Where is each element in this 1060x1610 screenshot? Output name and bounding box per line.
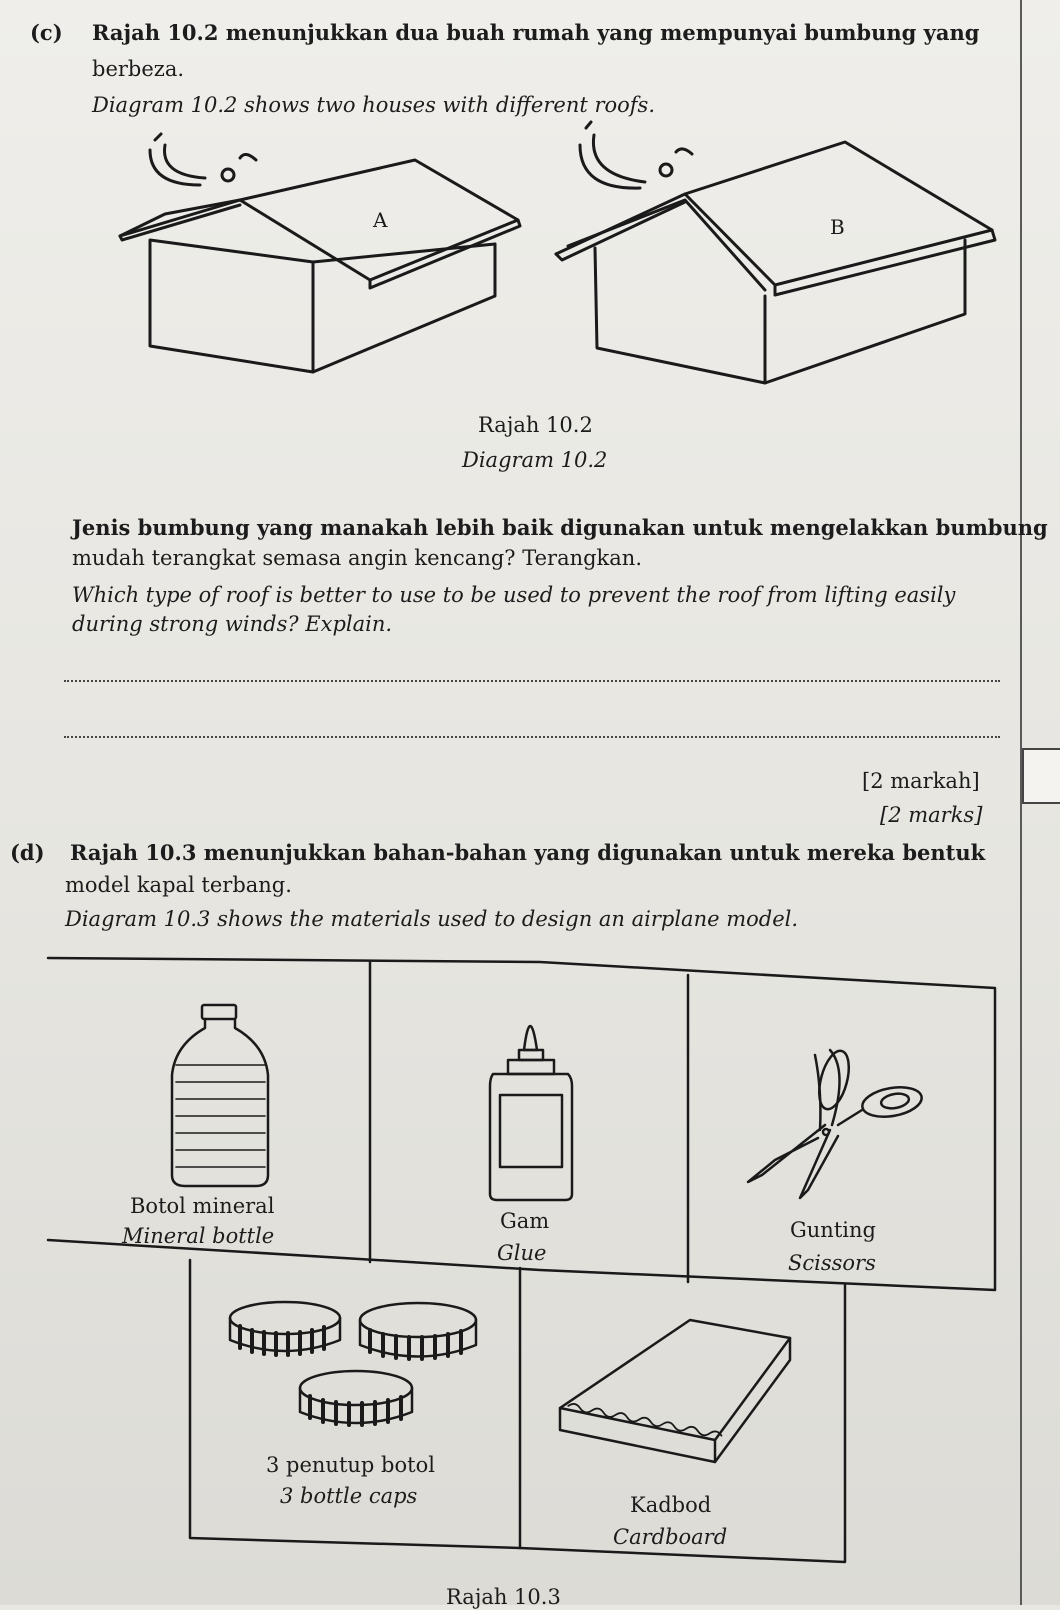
part-c-line1-ms: Rajah 10.2 menunjukkan dua buah rumah yang mempunyai bumbung yang <box>92 20 980 45</box>
scissors-icon <box>748 1048 924 1198</box>
part-c-line2-ms: berbeza. <box>92 57 185 81</box>
material-5-ms: Kadbod <box>630 1493 712 1517</box>
house-b-label: B <box>830 215 845 239</box>
part-d-line2-ms: model kapal terbang. <box>65 873 292 897</box>
part-d-line1-ms: Rajah 10.3 menunjukkan bahan-bahan yang digunakan untuk mereka bentuk <box>70 840 986 865</box>
cardboard-icon <box>560 1320 790 1462</box>
marks-en: [2 marks] <box>880 803 983 827</box>
house-a-label: A <box>373 208 388 232</box>
marks-ms: [2 markah] <box>862 769 980 793</box>
part-d-line-en: Diagram 10.3 shows the materials used to design an airplane model. <box>65 907 799 931</box>
question-ms-line1: Jenis bumbung yang manakah lebih baik digunakan untuk mengelakkan bumbung <box>72 515 1048 540</box>
question-en-line2: during strong winds? Explain. <box>72 612 393 636</box>
question-en-line1: Which type of roof is better to use to be used to prevent the roof from lifting easily <box>72 583 956 607</box>
diagram-10-2-caption-ms: Rajah 10.2 <box>478 413 593 437</box>
material-3-ms: Gunting <box>790 1218 876 1242</box>
material-5-en: Cardboard <box>613 1525 728 1549</box>
material-1-ms: Botol mineral <box>130 1194 275 1218</box>
material-3-en: Scissors <box>788 1251 876 1275</box>
question-ms-line2: mudah terangkat semasa angin kencang? Terangkan. <box>72 546 643 570</box>
material-2-ms: Gam <box>500 1209 550 1233</box>
material-2-en: Glue <box>497 1241 547 1265</box>
part-c-letter: (c) <box>30 20 63 45</box>
material-4-en: 3 bottle caps <box>280 1484 418 1508</box>
glue-bottle-icon <box>490 1026 572 1200</box>
diagram-10-2-caption-en: Diagram 10.2 <box>462 448 608 472</box>
material-4-ms: 3 penutup botol <box>266 1453 435 1477</box>
material-1-en: Mineral bottle <box>122 1224 275 1248</box>
part-d-letter: (d) <box>10 840 45 865</box>
part-c-line-en: Diagram 10.2 shows two houses with different roofs. <box>92 93 656 117</box>
table-bottom-row <box>190 1260 845 1562</box>
mineral-bottle-icon <box>172 1005 268 1186</box>
diagram-10-3-caption-ms: Rajah 10.3 <box>446 1585 561 1609</box>
bottle-caps-icon <box>230 1302 476 1425</box>
